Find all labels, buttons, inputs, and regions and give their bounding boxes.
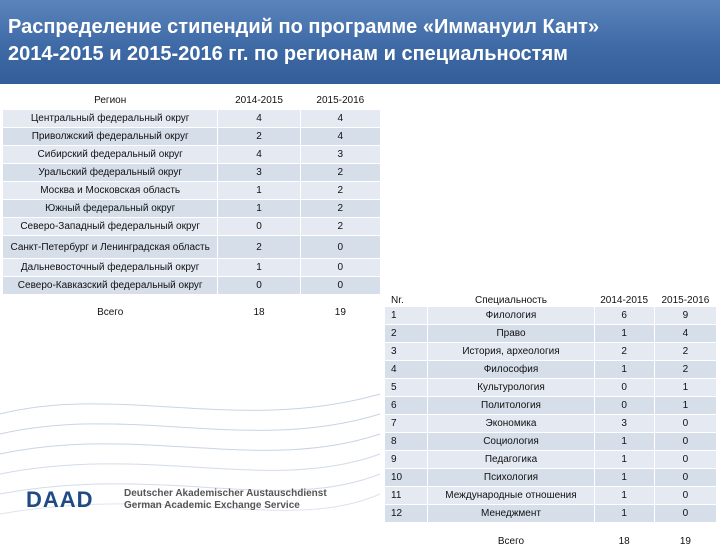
region-name: Уральский федеральный округ bbox=[3, 164, 218, 182]
value-2014: 1 bbox=[594, 433, 654, 451]
specialty-name: Педагогика bbox=[428, 451, 594, 469]
value-2015: 0 bbox=[654, 505, 716, 523]
region-name: Северо-Западный федеральный округ bbox=[3, 218, 218, 236]
specialties-total-row bbox=[385, 523, 717, 548]
value-2014: 0 bbox=[218, 277, 300, 295]
total-2015: 19 bbox=[654, 523, 716, 548]
value-2014: 3 bbox=[594, 415, 654, 433]
region-name: Москва и Московская область bbox=[3, 182, 218, 200]
region-name: Центральный федеральный округ bbox=[3, 110, 218, 128]
value-2015: 0 bbox=[300, 236, 380, 259]
value-2015: 1 bbox=[654, 379, 716, 397]
row-number: 8 bbox=[385, 433, 428, 451]
total-label: Всего bbox=[428, 523, 594, 548]
value-2014: 1 bbox=[594, 505, 654, 523]
value-2015: 0 bbox=[300, 277, 380, 295]
specialties-header-row bbox=[385, 283, 717, 307]
total-2014: 18 bbox=[594, 523, 654, 548]
row-number: 10 bbox=[385, 469, 428, 487]
specialty-name: Политология bbox=[428, 397, 594, 415]
table-row bbox=[385, 379, 717, 397]
specialty-name: Право bbox=[428, 325, 594, 343]
value-2015: 0 bbox=[654, 469, 716, 487]
row-number: 6 bbox=[385, 397, 428, 415]
nr-header: Nr. bbox=[385, 283, 428, 307]
value-2014: 1 bbox=[594, 487, 654, 505]
specialty-name: Социология bbox=[428, 433, 594, 451]
value-2014: 4 bbox=[218, 110, 300, 128]
value-2014: 1 bbox=[594, 361, 654, 379]
value-2015: 4 bbox=[300, 128, 380, 146]
table-row bbox=[385, 451, 717, 469]
organization-name bbox=[124, 488, 327, 512]
value-2014: 0 bbox=[594, 379, 654, 397]
table-row bbox=[385, 433, 717, 451]
table-row bbox=[3, 128, 381, 146]
value-2014: 1 bbox=[218, 259, 300, 277]
value-2015: 2 bbox=[654, 343, 716, 361]
row-number: 5 bbox=[385, 379, 428, 397]
value-2014: 6 bbox=[594, 307, 654, 325]
organization-name-en: German Academic Exchange Service bbox=[124, 500, 300, 511]
row-number: 7 bbox=[385, 415, 428, 433]
value-2015: 0 bbox=[654, 451, 716, 469]
table-row bbox=[3, 259, 381, 277]
row-number: 11 bbox=[385, 487, 428, 505]
table-row bbox=[385, 343, 717, 361]
region-name: Сибирский федеральный округ bbox=[3, 146, 218, 164]
table-row bbox=[3, 164, 381, 182]
value-2015: 0 bbox=[300, 259, 380, 277]
slide-header bbox=[0, 0, 720, 84]
table-row bbox=[3, 146, 381, 164]
table-row bbox=[385, 415, 717, 433]
year-2015-header: 2015-2016 bbox=[654, 283, 716, 307]
value-2015: 2 bbox=[300, 182, 380, 200]
table-row bbox=[385, 307, 717, 325]
value-2015: 0 bbox=[654, 433, 716, 451]
regions-header-row bbox=[3, 92, 381, 110]
specialty-header: Специальность bbox=[428, 283, 594, 307]
value-2015: 2 bbox=[300, 218, 380, 236]
year-2014-header: 2014-2015 bbox=[594, 283, 654, 307]
region-header: Регион bbox=[3, 92, 218, 110]
year-2015-header: 2015-2016 bbox=[300, 92, 380, 110]
table-row bbox=[385, 505, 717, 523]
region-name: Южный федеральный округ bbox=[3, 200, 218, 218]
value-2014: 1 bbox=[594, 325, 654, 343]
table-row bbox=[3, 277, 381, 295]
specialties-table bbox=[385, 283, 717, 548]
value-2014: 0 bbox=[218, 218, 300, 236]
year-2014-header: 2014-2015 bbox=[218, 92, 300, 110]
total-2015: 19 bbox=[300, 295, 380, 354]
specialty-name: Философия bbox=[428, 361, 594, 379]
specialty-name: Психология bbox=[428, 469, 594, 487]
total-label: Всего bbox=[3, 295, 218, 354]
regions-total-row bbox=[3, 295, 381, 354]
row-number: 2 bbox=[385, 325, 428, 343]
table-row bbox=[385, 397, 717, 415]
value-2014: 4 bbox=[218, 146, 300, 164]
value-2015: 0 bbox=[654, 415, 716, 433]
value-2015: 9 bbox=[654, 307, 716, 325]
region-name: Санкт-Петербург и Ленинградская область bbox=[3, 236, 218, 259]
value-2015: 4 bbox=[300, 110, 380, 128]
value-2014: 1 bbox=[218, 182, 300, 200]
table-row bbox=[3, 236, 381, 259]
specialty-name: Менеджмент bbox=[428, 505, 594, 523]
specialty-name: Филология bbox=[428, 307, 594, 325]
table-row bbox=[3, 200, 381, 218]
value-2014: 2 bbox=[218, 128, 300, 146]
table-row bbox=[385, 469, 717, 487]
specialty-name: Международные отношения bbox=[428, 487, 594, 505]
value-2015: 1 bbox=[654, 397, 716, 415]
row-number: 1 bbox=[385, 307, 428, 325]
value-2014: 2 bbox=[218, 236, 300, 259]
regions-table bbox=[3, 92, 381, 354]
table-row bbox=[3, 182, 381, 200]
total-2014: 18 bbox=[218, 295, 300, 354]
value-2015: 2 bbox=[300, 164, 380, 182]
specialty-name: История, археология bbox=[428, 343, 594, 361]
row-number: 12 bbox=[385, 505, 428, 523]
row-number: 3 bbox=[385, 343, 428, 361]
row-number: 9 bbox=[385, 451, 428, 469]
value-2015: 2 bbox=[654, 361, 716, 379]
value-2014: 1 bbox=[218, 200, 300, 218]
value-2015: 2 bbox=[300, 200, 380, 218]
value-2014: 1 bbox=[594, 469, 654, 487]
slide-title: Распределение стипендий по программе «Иммануил Кант» 2014-2015 и 2015-2016 гг. по регионам и специальностям bbox=[8, 16, 600, 65]
value-2014: 0 bbox=[594, 397, 654, 415]
table-row bbox=[3, 110, 381, 128]
value-2015: 3 bbox=[300, 146, 380, 164]
row-number: 4 bbox=[385, 361, 428, 379]
table-row bbox=[385, 325, 717, 343]
organization-name-de: Deutscher Akademischer Austauschdienst bbox=[124, 488, 327, 499]
value-2015: 0 bbox=[654, 487, 716, 505]
value-2014: 2 bbox=[594, 343, 654, 361]
table-row bbox=[385, 487, 717, 505]
region-name: Северо-Кавказский федеральный округ bbox=[3, 277, 218, 295]
daad-logo: DAAD bbox=[26, 487, 94, 512]
value-2015: 4 bbox=[654, 325, 716, 343]
region-name: Приволжский федеральный округ bbox=[3, 128, 218, 146]
value-2014: 3 bbox=[218, 164, 300, 182]
region-name: Дальневосточный федеральный округ bbox=[3, 259, 218, 277]
table-row bbox=[385, 361, 717, 379]
table-row bbox=[3, 218, 381, 236]
total-nr bbox=[385, 523, 428, 548]
value-2014: 1 bbox=[594, 451, 654, 469]
specialty-name: Экономика bbox=[428, 415, 594, 433]
specialty-name: Культурология bbox=[428, 379, 594, 397]
